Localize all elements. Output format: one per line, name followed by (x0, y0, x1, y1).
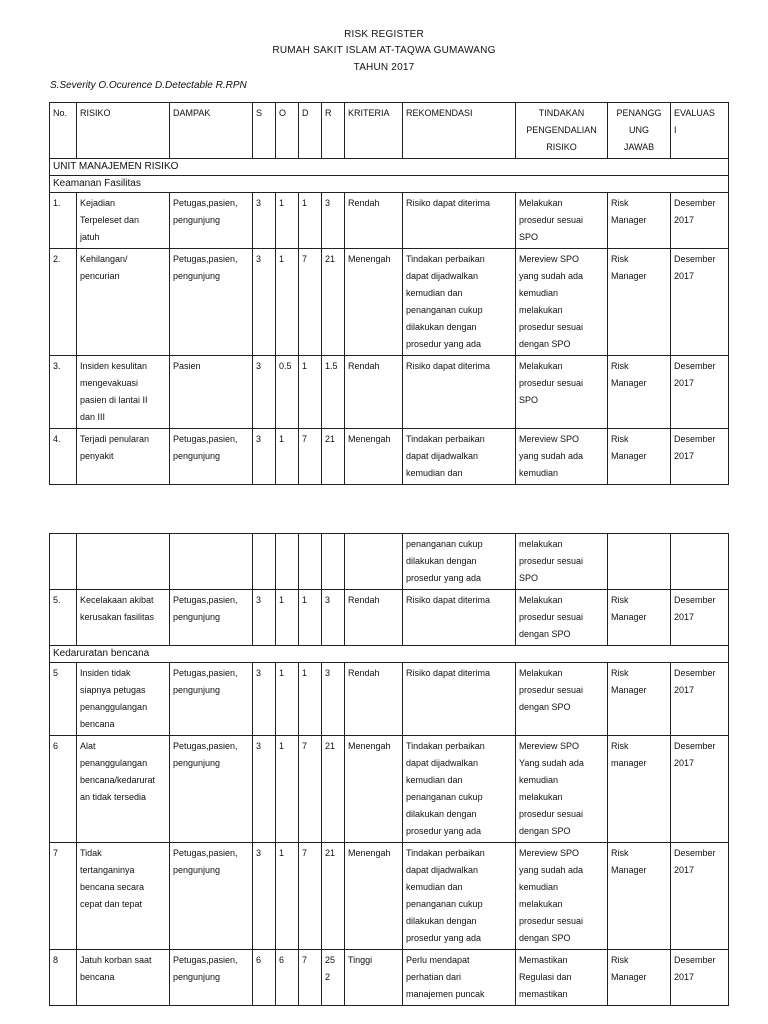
cell-no (50, 534, 77, 590)
cell-d: 1 (299, 663, 322, 736)
cell-risiko: Terjadi penularan penyakit (77, 429, 170, 485)
cell-tindakan: Memastikan Regulasi dan memastikan (516, 950, 608, 1006)
cell-r: 21 (322, 249, 345, 356)
cell-penanggung-jawab: Risk Manager (608, 193, 671, 249)
cell-o: 1 (276, 429, 299, 485)
risk-register-table-page1 (49, 102, 729, 485)
cell-no: 6 (50, 736, 77, 843)
header-tindakan: TINDAKAN PENGENDALIAN RISIKO (516, 103, 608, 159)
cell-penanggung-jawab: Risk Manager (608, 249, 671, 356)
header-r: R (322, 103, 345, 159)
cell-dampak: Petugas,pasien, pengunjung (170, 663, 253, 736)
cell-dampak (170, 534, 253, 590)
cell-o: 1 (276, 590, 299, 646)
cell-tindakan: melakukan prosedur sesuai SPO (516, 534, 608, 590)
cell-kriteria (345, 534, 403, 590)
cell-rekomendasi: Tindakan perbaikan dapat dijadwalkan kemudian dan penanganan cukup dilakukan dengan prosedur yang ada (403, 736, 516, 843)
cell-dampak: Pasien (170, 356, 253, 429)
risk-row (50, 534, 729, 590)
cell-evaluasi: Desember 2017 (671, 356, 729, 429)
risk-row (50, 429, 729, 485)
cell-s: 3 (253, 843, 276, 950)
header-kriteria: KRITERIA (345, 103, 403, 159)
header-row (50, 103, 729, 159)
cell-d: 1 (299, 590, 322, 646)
cell-r: 21 (322, 429, 345, 485)
cell-rekomendasi: Tindakan perbaikan dapat dijadwalkan kemudian dan penanganan cukup dilakukan dengan prosedur yang ada (403, 843, 516, 950)
cell-s (253, 534, 276, 590)
risk-row (50, 193, 729, 249)
cell-tindakan: Mereview SPO yang sudah ada kemudian (516, 429, 608, 485)
cell-no: 4. (50, 429, 77, 485)
cell-no: 8 (50, 950, 77, 1006)
cell-r: 25 2 (322, 950, 345, 1006)
section-row (50, 646, 729, 663)
header-s: S (253, 103, 276, 159)
risk-row (50, 663, 729, 736)
cell-penanggung-jawab: Risk manager (608, 736, 671, 843)
cell-d: 1 (299, 193, 322, 249)
cell-no: 3. (50, 356, 77, 429)
cell-no: 5. (50, 590, 77, 646)
cell-dampak: Petugas,pasien, pengunjung (170, 590, 253, 646)
cell-tindakan: Mereview SPO yang sudah ada kemudian melakukan prosedur sesuai dengan SPO (516, 843, 608, 950)
cell-tindakan: Mereview SPO yang sudah ada kemudian melakukan prosedur sesuai dengan SPO (516, 249, 608, 356)
cell-penanggung-jawab: Risk Manager (608, 590, 671, 646)
risk-row (50, 950, 729, 1006)
cell-s: 3 (253, 736, 276, 843)
cell-rekomendasi: Tindakan perbaikan dapat dijadwalkan kemudian dan (403, 429, 516, 485)
cell-o: 1 (276, 663, 299, 736)
cell-tindakan: Melakukan prosedur sesuai SPO (516, 193, 608, 249)
cell-o: 1 (276, 249, 299, 356)
cell-risiko: Kehilangan/ pencurian (77, 249, 170, 356)
cell-rekomendasi: penanganan cukup dilakukan dengan prosedur yang ada (403, 534, 516, 590)
cell-dampak: Petugas,pasien, pengunjung (170, 736, 253, 843)
section-row (50, 159, 729, 176)
cell-penanggung-jawab: Risk Manager (608, 843, 671, 950)
risk-row (50, 736, 729, 843)
section-row (50, 176, 729, 193)
cell-d (299, 534, 322, 590)
cell-kriteria: Menengah (345, 736, 403, 843)
cell-risiko: Insiden kesulitan mengevakuasi pasien di lantai II dan III (77, 356, 170, 429)
cell-evaluasi: Desember 2017 (671, 590, 729, 646)
risk-row (50, 356, 729, 429)
cell-d: 7 (299, 950, 322, 1006)
cell-s: 3 (253, 356, 276, 429)
cell-risiko: Kecelakaan akibat kerusakan fasilitas (77, 590, 170, 646)
cell-evaluasi: Desember 2017 (671, 249, 729, 356)
header-dampak: DAMPAK (170, 103, 253, 159)
header-o: O (276, 103, 299, 159)
cell-evaluasi (671, 534, 729, 590)
cell-risiko: Alat penanggulangan bencana/kedarurat an tidak tersedia (77, 736, 170, 843)
header-d: D (299, 103, 322, 159)
cell-tindakan: Melakukan prosedur sesuai SPO (516, 356, 608, 429)
cell-kriteria: Menengah (345, 429, 403, 485)
cell-s: 6 (253, 950, 276, 1006)
cell-rekomendasi: Perlu mendapat perhatian dari manajemen puncak (403, 950, 516, 1006)
cell-d: 7 (299, 736, 322, 843)
cell-d: 1 (299, 356, 322, 429)
cell-d: 7 (299, 843, 322, 950)
cell-evaluasi: Desember 2017 (671, 843, 729, 950)
cell-rekomendasi: Risiko dapat diterima (403, 590, 516, 646)
cell-d: 7 (299, 249, 322, 356)
cell-o: 1 (276, 843, 299, 950)
cell-penanggung-jawab: Risk Manager (608, 429, 671, 485)
section-title: Kedaruratan bencana (50, 646, 729, 663)
document-year: TAHUN 2017 (353, 62, 415, 73)
risk-row (50, 590, 729, 646)
cell-dampak: Petugas,pasien, pengunjung (170, 843, 253, 950)
cell-risiko: Insiden tidak siapnya petugas penanggulangan bencana (77, 663, 170, 736)
header-rekomendasi: REKOMENDASI (403, 103, 516, 159)
cell-tindakan: Melakukan prosedur sesuai dengan SPO (516, 663, 608, 736)
cell-no: 2. (50, 249, 77, 356)
cell-rekomendasi: Risiko dapat diterima (403, 663, 516, 736)
section-title: UNIT MANAJEMEN RISIKO (50, 159, 729, 176)
cell-evaluasi: Desember 2017 (671, 429, 729, 485)
cell-r: 3 (322, 590, 345, 646)
cell-dampak: Petugas,pasien, pengunjung (170, 950, 253, 1006)
cell-r: 3 (322, 663, 345, 736)
risk-row (50, 249, 729, 356)
cell-tindakan: Melakukan prosedur sesuai dengan SPO (516, 590, 608, 646)
cell-s: 3 (253, 663, 276, 736)
cell-o: 1 (276, 193, 299, 249)
header-evaluasi: EVALUAS I (671, 103, 729, 159)
column-legend: S.Severity O.Ocurence D.Detectable R.RPN (50, 80, 247, 91)
cell-penanggung-jawab: Risk Manager (608, 356, 671, 429)
cell-kriteria: Rendah (345, 193, 403, 249)
cell-evaluasi: Desember 2017 (671, 736, 729, 843)
cell-penanggung-jawab: Risk Manager (608, 950, 671, 1006)
cell-no: 1. (50, 193, 77, 249)
cell-rekomendasi: Risiko dapat diterima (403, 356, 516, 429)
cell-risiko: Kejadian Terpeleset dan jatuh (77, 193, 170, 249)
cell-rekomendasi: Risiko dapat diterima (403, 193, 516, 249)
section-title: Keamanan Fasilitas (50, 176, 729, 193)
cell-evaluasi: Desember 2017 (671, 663, 729, 736)
cell-s: 3 (253, 590, 276, 646)
header-risiko: RISIKO (77, 103, 170, 159)
cell-kriteria: Menengah (345, 843, 403, 950)
cell-r: 21 (322, 843, 345, 950)
cell-no: 5 (50, 663, 77, 736)
cell-kriteria: Rendah (345, 590, 403, 646)
cell-r: 21 (322, 736, 345, 843)
cell-dampak: Petugas,pasien, pengunjung (170, 193, 253, 249)
cell-dampak: Petugas,pasien, pengunjung (170, 429, 253, 485)
risk-row (50, 843, 729, 950)
cell-s: 3 (253, 249, 276, 356)
cell-r: 3 (322, 193, 345, 249)
cell-no: 7 (50, 843, 77, 950)
cell-kriteria: Rendah (345, 356, 403, 429)
cell-rekomendasi: Tindakan perbaikan dapat dijadwalkan kemudian dan penanganan cukup dilakukan dengan prosedur yang ada (403, 249, 516, 356)
cell-penanggung-jawab: Risk Manager (608, 663, 671, 736)
risk-register-table-page2 (49, 533, 729, 1006)
cell-evaluasi: Desember 2017 (671, 950, 729, 1006)
cell-penanggung-jawab (608, 534, 671, 590)
cell-r: 1.5 (322, 356, 345, 429)
cell-kriteria: Rendah (345, 663, 403, 736)
cell-evaluasi: Desember 2017 (671, 193, 729, 249)
cell-r (322, 534, 345, 590)
header-penanggung-jawab: PENANGG UNG JAWAB (608, 103, 671, 159)
cell-o: 1 (276, 736, 299, 843)
cell-dampak: Petugas,pasien, pengunjung (170, 249, 253, 356)
cell-risiko (77, 534, 170, 590)
hospital-name: RUMAH SAKIT ISLAM AT-TAQWA GUMAWANG (272, 45, 496, 56)
cell-kriteria: Menengah (345, 249, 403, 356)
cell-d: 7 (299, 429, 322, 485)
cell-o: 0.5 (276, 356, 299, 429)
cell-tindakan: Mereview SPO Yang sudah ada kemudian melakukan prosedur sesuai dengan SPO (516, 736, 608, 843)
document-title: RISK REGISTER (344, 29, 424, 40)
cell-o: 6 (276, 950, 299, 1006)
cell-s: 3 (253, 193, 276, 249)
cell-s: 3 (253, 429, 276, 485)
cell-o (276, 534, 299, 590)
cell-kriteria: Tinggi (345, 950, 403, 1006)
cell-risiko: Jatuh korban saat bencana (77, 950, 170, 1006)
header-no: No. (50, 103, 77, 159)
cell-risiko: Tidak tertanganinya bencana secara cepat dan tepat (77, 843, 170, 950)
